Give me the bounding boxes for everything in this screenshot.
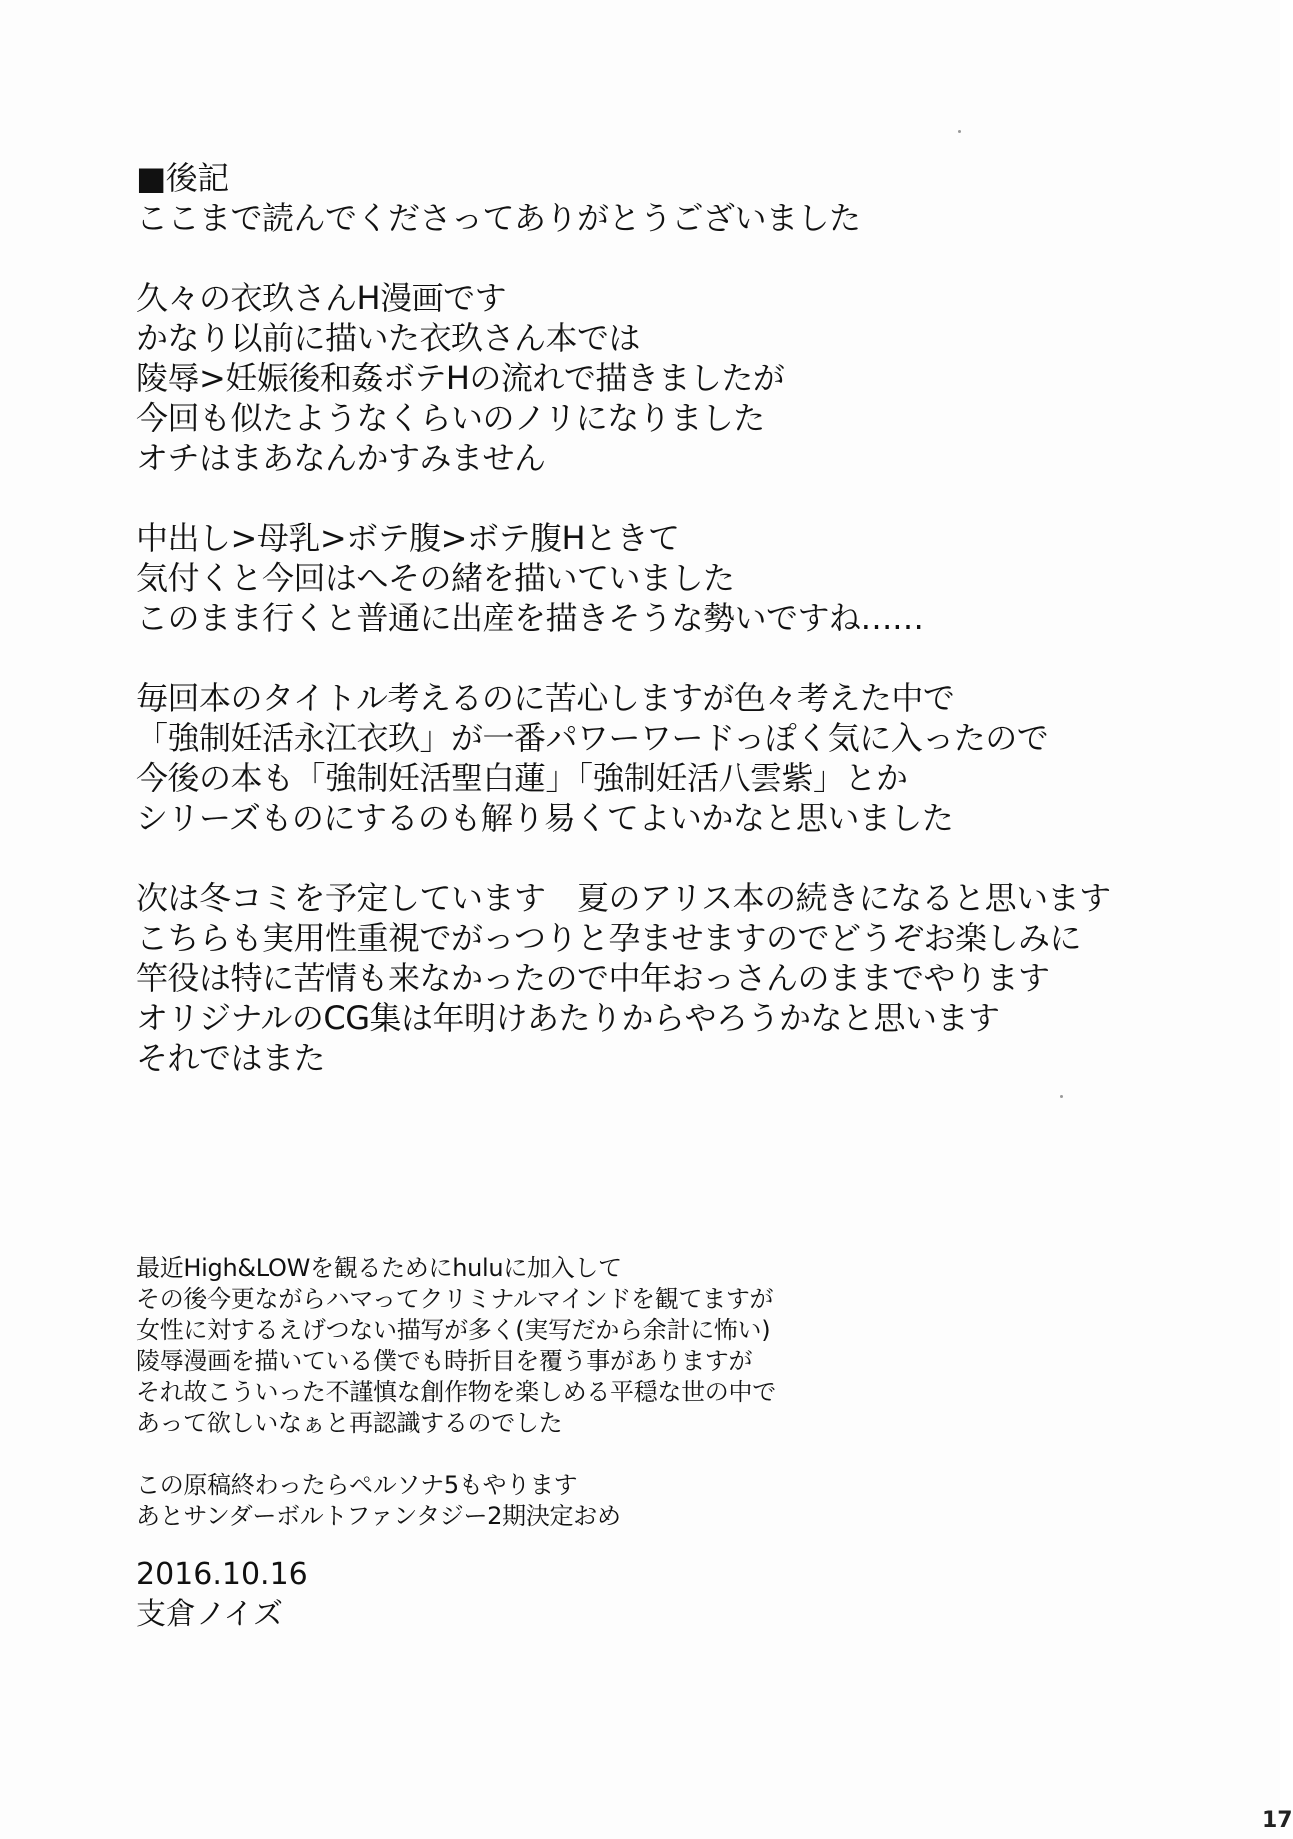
text-line: かなり以前に描いた衣玖さん本では	[136, 319, 641, 357]
text-line: 最近High&LOWを観るためにhuluに加入して	[136, 1254, 622, 1282]
text-line: オリジナルのCG集は年明けあたりからやろうかなと思います	[136, 999, 1000, 1037]
author-name: 支倉ノイズ	[136, 1597, 283, 1632]
scan-speck	[958, 130, 961, 133]
text-line: それではまた	[136, 1039, 326, 1077]
text-line: 女性に対するえげつない描写が多く(実写だから余計に怖い)	[136, 1316, 771, 1344]
text-line: あとサンダーボルトファンタジー2期決定おめ	[136, 1502, 621, 1530]
text-line: ここまで読んでくださってありがとうございました	[136, 199, 861, 237]
text-line: この原稿終わったらペルソナ5もやります	[136, 1471, 578, 1499]
text-line: 今後の本も「強制妊活聖白蓮」「強制妊活八雲紫」とか	[136, 759, 908, 797]
text-line: 陵辱>妊娠後和姦ボテHの流れで描きましたが	[136, 359, 785, 397]
paragraph-next-event	[136, 878, 1111, 1078]
text-line: その後今更ながらハマってクリミナルマインドを観てますが	[136, 1285, 774, 1313]
text-line: 「強制妊活永江衣玖」が一番パワーワードっぽく気に入ったので	[136, 719, 1049, 757]
afterword-heading: ■後記	[136, 159, 229, 197]
signature	[136, 1555, 308, 1635]
text-line: オチはまあなんかすみません	[136, 439, 546, 477]
afterword-heading-paragraph	[136, 158, 1111, 238]
text-line: 竿役は特に苦情も来なかったので中年おっさんのままでやります	[136, 959, 1050, 997]
text-line: 気付くと今回はへその緒を描いていました	[136, 559, 735, 597]
paragraph-persona	[136, 1470, 776, 1532]
text-line: 陵辱漫画を描いている僕でも時折目を覆う事がありますが	[136, 1347, 753, 1375]
paragraph-iku-manga	[136, 278, 1111, 478]
scan-speck	[1060, 1095, 1063, 1098]
text-line: それ故こういった不謹慎な創作物を楽しめる平穏な世の中で	[136, 1378, 776, 1406]
page-number: 17	[1262, 1808, 1293, 1833]
paragraph-hulu	[136, 1253, 776, 1439]
date: 2016.10.16	[136, 1557, 308, 1592]
text-line: シリーズものにするのも解り易くてよいかなと思いました	[136, 799, 954, 837]
text-line: このまま行くと普通に出産を描きそうな勢いですね……	[136, 599, 924, 637]
text-line: 今回も似たようなくらいのノリになりました	[136, 399, 765, 437]
paragraph-progression	[136, 518, 1111, 638]
afterword-main-text	[136, 158, 1111, 1078]
paragraph-title	[136, 678, 1111, 838]
text-line: あって欲しいなぁと再認識するのでした	[136, 1409, 563, 1437]
text-line: 久々の衣玖さんH漫画です	[136, 279, 507, 317]
text-line: 毎回本のタイトル考えるのに苦心しますが色々考えた中で	[136, 679, 955, 717]
text-line: 次は冬コミを予定しています 夏のアリス本の続きになると思います	[136, 879, 1111, 917]
text-line: こちらも実用性重視でがっつりと孕ませますのでどうぞお楽しみに	[136, 919, 1082, 957]
text-line: 中出し>母乳>ボテ腹>ボテ腹Hときて	[136, 519, 680, 557]
afterword-side-note	[136, 1253, 776, 1532]
